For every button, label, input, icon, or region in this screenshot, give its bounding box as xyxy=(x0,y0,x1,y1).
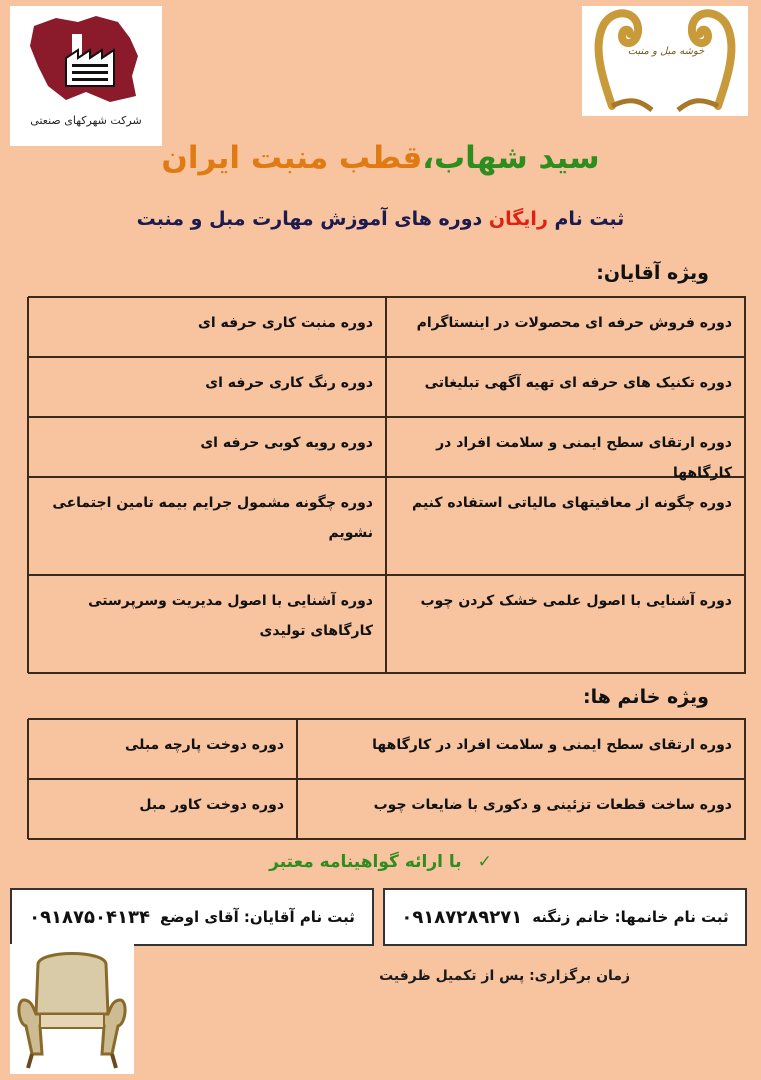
women-section-heading: ویژه خانم ها: xyxy=(583,686,709,708)
industrial-towns-logo xyxy=(10,6,162,146)
certificate-note xyxy=(0,852,761,872)
certificate-text: با ارائه گواهینامه معتبر xyxy=(269,852,462,872)
ornament-scroll-icon xyxy=(582,6,748,116)
factory-map-icon xyxy=(26,12,146,108)
women-course-cell: دوره دوخت پارچه مبلی xyxy=(27,719,297,779)
men-course-cell: دوره چگونه مشمول جرایم بیمه تامین اجتماعی نشویم xyxy=(27,477,386,575)
men-course-cell: دوره رویه کوبی حرفه ای xyxy=(27,417,386,477)
page-title xyxy=(0,140,761,176)
armchair-icon xyxy=(10,944,134,1074)
men-course-cell: دوره آشنایی با اصول مدیریت وسرپرستی کارگاهای تولیدی xyxy=(27,575,386,673)
men-course-cell: دوره فروش حرفه ای محصولات در اینستاگرام xyxy=(386,297,745,357)
subtitle-free-highlight: رایگان xyxy=(488,208,548,230)
logo-caption: شرکت شهرکهای صنعتی xyxy=(30,114,142,127)
men-course-cell: دوره تکنیک های حرفه ای تهیه آگهی تبلیغاتی xyxy=(386,357,745,417)
women-course-cell: دوره دوخت کاور مبل xyxy=(27,779,297,839)
title-part-orange: قطب منبت ایران xyxy=(161,140,423,176)
title-part-green: سید شهاب، xyxy=(422,140,600,176)
men-courses-table xyxy=(28,296,746,674)
furniture-cluster-logo xyxy=(582,6,748,116)
women-courses-table xyxy=(28,718,746,840)
men-course-cell: دوره ارتقای سطح ایمنی و سلامت افراد در کارگاهها xyxy=(386,417,745,477)
men-course-cell: دوره رنگ کاری حرفه ای xyxy=(27,357,386,417)
subtitle-end: دوره های آموزش مهارت مبل و منبت xyxy=(136,208,489,230)
women-course-cell: دوره ارتقای سطح ایمنی و سلامت افراد در کارگاهها xyxy=(297,719,745,779)
page-subtitle xyxy=(0,208,761,230)
armchair-image xyxy=(10,944,134,1074)
women-registration-label: ثبت نام خانمها: خانم زنگنه xyxy=(532,908,729,926)
women-registration-box xyxy=(383,888,747,946)
subtitle-start: ثبت نام xyxy=(547,208,625,230)
men-registration-label: ثبت نام آقایان: آقای اوضع xyxy=(159,908,355,926)
men-course-cell: دوره چگونه از معافیتهای مالیاتی استفاده کنیم xyxy=(386,477,745,575)
men-course-cell: دوره آشنایی با اصول علمی خشک کردن چوب xyxy=(386,575,745,673)
men-section-heading: ویژه آقایان: xyxy=(596,262,709,284)
men-course-cell: دوره منبت کاری حرفه ای xyxy=(27,297,386,357)
women-course-cell: دوره ساخت قطعات تزئینی و دکوری با ضایعات چوب xyxy=(297,779,745,839)
men-registration-box xyxy=(10,888,374,946)
schedule-note: زمان برگزاری: پس از تکمیل ظرفیت xyxy=(379,968,630,984)
logo-signature: خوشه مبل و منبت xyxy=(627,46,705,57)
check-icon: ✓ xyxy=(477,852,492,872)
women-phone: ۰۹۱۸۷۲۸۹۲۷۱ xyxy=(401,906,523,928)
men-phone: ۰۹۱۸۷۵۰۴۱۳۴ xyxy=(29,906,150,928)
